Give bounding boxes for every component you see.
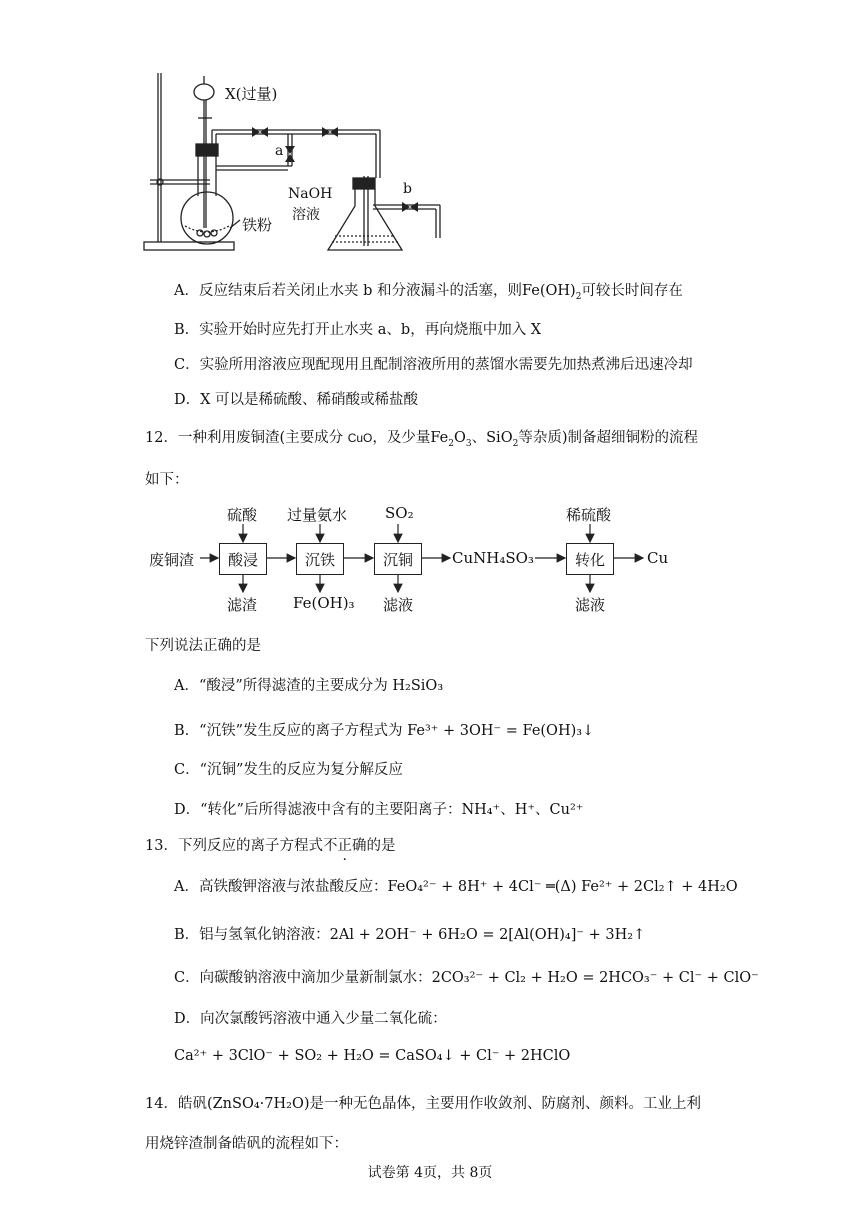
q12-option-c: C．“沉铜”发生的反应为复分解反应 — [174, 762, 403, 778]
q12-stem-line2: 如下： — [145, 472, 189, 488]
flow-output-2: Fe(OH)₃ — [293, 594, 355, 612]
q11-option-a-formula: Fe(OH) — [521, 283, 576, 299]
flow-output-4: 滤液 — [575, 596, 606, 614]
flow-box-iron-precip: 沉铁 — [296, 543, 344, 575]
label-x: X(过量) — [225, 85, 278, 103]
q12-stem-si-sub: 2 — [512, 438, 519, 449]
flow-input-4: 稀硫酸 — [566, 506, 612, 524]
label-naoh-solution: 溶液 — [292, 207, 320, 223]
q13-option-c: C．向碳酸钠溶液中滴加少量新制氯水：2CO₃²⁻ + Cl₂ + H₂O = 2HCO₃⁻ + Cl⁻ + ClO⁻ — [174, 970, 759, 986]
label-a: a — [275, 143, 284, 159]
label-naoh: NaOH — [288, 186, 333, 202]
q12-stem-fe-sub2: 3 — [465, 438, 472, 449]
q12-stem-o: O — [454, 430, 466, 446]
q11-option-d: D．X 可以是稀硫酸、稀硝酸或稀盐酸 — [174, 392, 419, 408]
flow-box-conversion: 转化 — [566, 543, 614, 575]
q12-option-b: B．“沉铁”发生反应的离子方程式为 Fe³⁺ + 3OH⁻ = Fe(OH)₃↓ — [174, 723, 595, 739]
flow-input-3: SO₂ — [385, 504, 414, 522]
flow-input-2: 过量氨水 — [287, 506, 348, 524]
apparatus-drawing — [140, 68, 460, 258]
q14-stem-line2: 用烧锌渣制备皓矾的流程如下： — [145, 1136, 348, 1152]
label-b: b — [403, 181, 412, 197]
q11-option-c: C．实验所用溶液应现配现用且配制溶液所用的蒸馏水需要先加热煮沸后迅速冷却 — [174, 357, 693, 373]
label-iron: 铁粉 — [242, 216, 273, 234]
q13-option-a: A．高铁酸钾溶液与浓盐酸反应：FeO₄²⁻ + 8H⁺ + 4Cl⁻ ═(Δ) Fe²⁺ + 2Cl₂↑ + 4H₂O — [174, 879, 738, 895]
q13-stem-pre: 13．下列反应的离子方程式 — [145, 838, 323, 854]
page-footer: 试卷第 4页，共 8页 — [367, 1165, 493, 1181]
q12-option-a: A．“酸浸”所得滤渣的主要成分为 H₂SiO₃ — [174, 678, 444, 694]
flow-box-copper-precip: 沉铜 — [374, 543, 422, 575]
q11-option-a-post: 可较长时间存在 — [581, 283, 683, 299]
q12-stem-pre: 12．一种利用废铜渣(主要成分 — [145, 430, 344, 446]
q12-flowchart — [145, 500, 705, 620]
flow-intermediate: CuNH₄SO₃ — [452, 549, 534, 567]
q12-stem-cuo: CuO — [347, 431, 373, 445]
q12-stem-fe: Fe — [430, 430, 449, 446]
q13-option-d: D．向次氯酸钙溶液中通入少量二氧化硫： — [174, 1011, 447, 1027]
apparatus-diagram — [140, 68, 460, 258]
q12-stem — [145, 428, 698, 454]
q12-stem-mid: ，及少量 — [372, 430, 431, 446]
q11-option-a — [174, 281, 683, 307]
flow-output-1: 滤渣 — [227, 596, 258, 614]
q11-option-b: B．实验开始时应先打开止水夹 a、b，再向烧瓶中加入 X — [174, 322, 542, 338]
q12-stem-sep: 、SiO — [471, 430, 513, 446]
flow-input-1: 硫酸 — [227, 506, 258, 524]
flow-box-acid-leach: 酸浸 — [219, 543, 267, 575]
q13-option-b: B．铝与氢氧化钠溶液：2Al + 2OH⁻ + 6H₂O = 2[Al(OH)₄]⁻ + 3H₂↑ — [174, 927, 646, 943]
q13-option-d-equation: Ca²⁺ + 3ClO⁻ + SO₂ + H₂O = CaSO₄↓ + Cl⁻ + 2HClO — [174, 1048, 571, 1064]
q11-option-a-text: A．反应结束后若关闭止水夹 b 和分液漏斗的活塞，则 — [174, 283, 522, 299]
q11-option-a-sub: 2 — [575, 291, 582, 302]
q12-stem-fe-sub1: 2 — [448, 438, 454, 449]
q14-stem-line1: 14．皓矾(ZnSO₄·7H₂O)是一种无色晶体，主要用作收敛剂、防腐剂、颜料。工业上利 — [145, 1096, 701, 1112]
flow-output-3: 滤液 — [383, 596, 414, 614]
flow-start: 废铜渣 — [149, 551, 195, 569]
q12-option-d: D．“转化”后所得滤液中含有的主要阳离子：NH₄⁺、H⁺、Cu²⁺ — [174, 802, 584, 818]
q13-stem — [145, 836, 395, 856]
q13-stem-post: 的是 — [366, 838, 396, 854]
flow-end: Cu — [647, 549, 669, 567]
q13-stem-emphasis: 不正确 — [322, 838, 367, 854]
q12-stem-post: 等杂质)制备超细铜粉的流程 — [518, 430, 698, 446]
q12-question: 下列说法正确的是 — [145, 638, 261, 654]
